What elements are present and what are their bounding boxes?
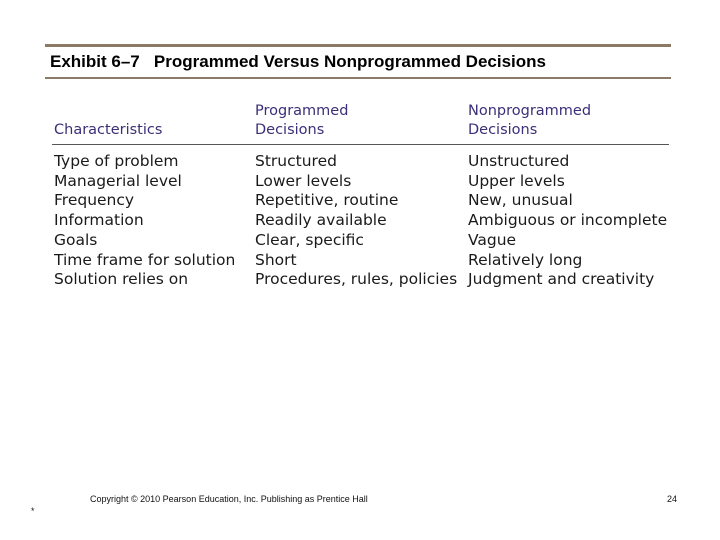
footer-marker: * <box>31 506 35 516</box>
nonprogrammed-frequency: New, unusual <box>468 191 573 210</box>
header-nonprogrammed-line-2: Decisions <box>468 122 538 138</box>
table-header-rule <box>52 144 669 145</box>
characteristic-solution-relies-on: Solution relies on <box>54 270 189 289</box>
nonprogrammed-solution-relies-on: Judgment and creativity <box>468 270 655 289</box>
characteristic-frequency: Frequency <box>54 191 135 210</box>
programmed-column <box>255 152 457 290</box>
title-top-rule <box>45 44 671 47</box>
programmed-goals: Clear, specific <box>255 230 364 249</box>
programmed-information: Readily available <box>255 211 387 230</box>
characteristic-goals: Goals <box>54 230 98 249</box>
programmed-time-frame: Short <box>255 250 297 269</box>
programmed-solution-relies-on: Procedures, rules, policies <box>255 270 458 289</box>
characteristic-type-of-problem: Type of problem <box>54 152 179 170</box>
header-programmed-decisions <box>255 102 348 140</box>
exhibit-title: Exhibit 6–7 Programmed Versus Nonprogrammed Decisions <box>50 52 546 71</box>
page-number: 24 <box>667 494 678 504</box>
programmed-managerial-level: Lower levels <box>255 171 352 190</box>
header-nonprogrammed-decisions <box>468 102 591 140</box>
nonprogrammed-managerial-level: Upper levels <box>468 171 565 190</box>
header-characteristics <box>54 121 162 140</box>
header-nonprogrammed-line-1: Nonprogrammed <box>468 103 592 119</box>
nonprogrammed-type-of-problem: Unstructured <box>468 152 570 170</box>
nonprogrammed-goals: Vague <box>468 230 517 249</box>
copyright-footer: Copyright © 2010 Pearson Education, Inc. Publishing as Prentice Hall <box>90 494 368 504</box>
characteristic-time-frame: Time frame for solution <box>54 250 236 269</box>
programmed-type-of-problem: Structured <box>255 152 337 170</box>
characteristics-column <box>54 152 235 290</box>
header-programmed-line-1: Programmed <box>255 103 349 119</box>
header-characteristics-label: Characteristics <box>54 122 163 138</box>
characteristic-managerial-level: Managerial level <box>54 171 182 190</box>
nonprogrammed-time-frame: Relatively long <box>468 250 583 269</box>
programmed-frequency: Repetitive, routine <box>255 191 399 210</box>
nonprogrammed-column <box>468 152 667 290</box>
header-programmed-line-2: Decisions <box>255 122 325 138</box>
characteristic-information: Information <box>54 211 144 230</box>
title-bottom-rule <box>45 77 671 79</box>
nonprogrammed-information: Ambiguous or incomplete <box>468 211 668 230</box>
